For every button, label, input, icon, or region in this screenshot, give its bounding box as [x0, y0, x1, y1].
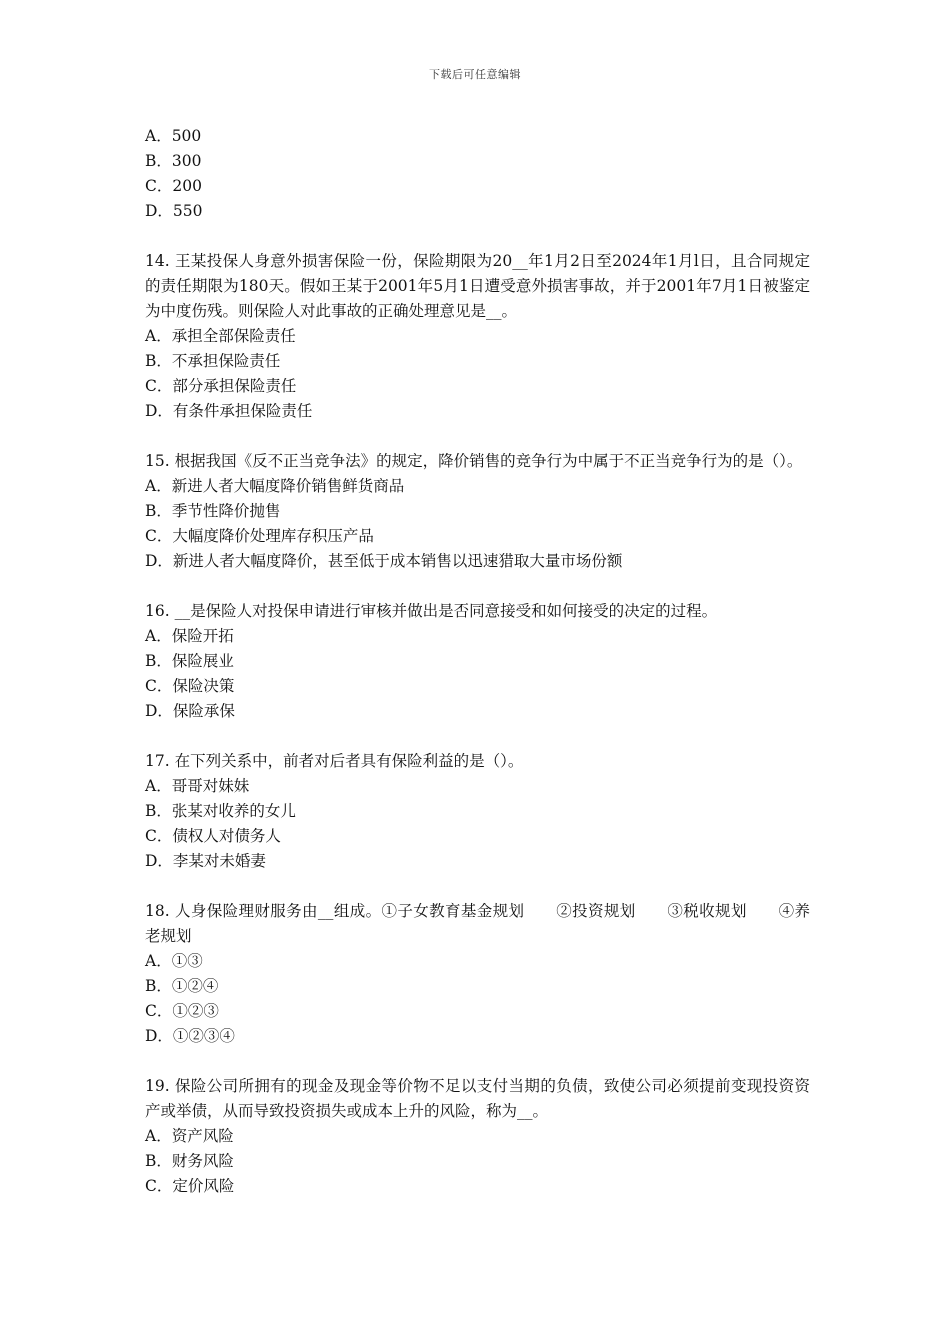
question-17 — [145, 749, 810, 874]
question-stem: 17. 在下列关系中，前者对后者具有保险利益的是（）。 — [145, 752, 524, 770]
option-b: B．保险展业 — [145, 652, 234, 670]
option-b: B．财务风险 — [145, 1152, 234, 1170]
page-header: 下载后可任意编辑 — [429, 68, 521, 81]
option-b: B．张某对收养的女儿 — [145, 802, 296, 820]
question-16 — [145, 599, 810, 724]
question-19 — [145, 1074, 810, 1199]
previous-question-options — [145, 124, 810, 224]
option-a: A．500 — [145, 127, 202, 145]
question-stem: 18. 人身保险理财服务由__组成。①子女教育基金规划 ②投资规划 ③税收规划 ④养老规划 — [145, 902, 810, 945]
question-stem: 19. 保险公司所拥有的现金及现金等价物不足以支付当期的负债，致使公司必须提前变现投资资产或举债，从而导致投资损失或成本上升的风险，称为__。 — [145, 1077, 810, 1120]
option-c: C．大幅度降价处理库存积压产品 — [145, 527, 374, 545]
option-b: B．不承担保险责任 — [145, 352, 281, 370]
option-b: B．300 — [145, 152, 202, 170]
option-c: C．保险决策 — [145, 677, 235, 695]
option-d: D．有条件承担保险责任 — [145, 402, 313, 420]
option-d: D．保险承保 — [145, 702, 235, 720]
option-a: A．保险开拓 — [145, 627, 234, 645]
question-stem: 16. __是保险人对投保申请进行审核并做出是否同意接受和如何接受的决定的过程。 — [145, 602, 718, 620]
option-a: A．资产风险 — [145, 1127, 234, 1145]
option-a: A．①③ — [145, 952, 203, 970]
option-b: B．季节性降价抛售 — [145, 502, 281, 520]
option-c: C．①②③ — [145, 1002, 219, 1020]
question-18 — [145, 899, 810, 1049]
option-a: A．新进人者大幅度降价销售鲜货商品 — [145, 477, 405, 495]
option-c: C．定价风险 — [145, 1177, 235, 1195]
option-c: C．部分承担保险责任 — [145, 377, 297, 395]
option-d: D．①②③④ — [145, 1027, 235, 1045]
option-d: D．李某对未婚妻 — [145, 852, 266, 870]
document-body — [145, 124, 810, 1199]
option-b: B．①②④ — [145, 977, 219, 995]
option-a: A．承担全部保险责任 — [145, 327, 296, 345]
option-c: C．200 — [145, 177, 202, 195]
question-15 — [145, 449, 810, 574]
option-d: D．550 — [145, 202, 203, 220]
option-c: C．债权人对债务人 — [145, 827, 281, 845]
question-stem: 14. 王某投保人身意外损害保险一份，保险期限为20__年1月2日至2024年1月l日，且合同规定的责任期限为180天。假如王某于2001年5月1日遭受意外损害事故，并于2001年7月1日被鉴定为中度伤残。则保险人对此事故的正确处理意见是__。 — [145, 252, 810, 320]
question-stem: 15. 根据我国《反不正当竞争法》的规定，降价销售的竞争行为中属于不正当竞争行为的是（）。 — [145, 452, 803, 470]
option-a: A．哥哥对妹妹 — [145, 777, 250, 795]
option-d: D．新进人者大幅度降价，甚至低于成本销售以迅速猎取大量市场份额 — [145, 552, 623, 570]
question-14 — [145, 249, 810, 424]
